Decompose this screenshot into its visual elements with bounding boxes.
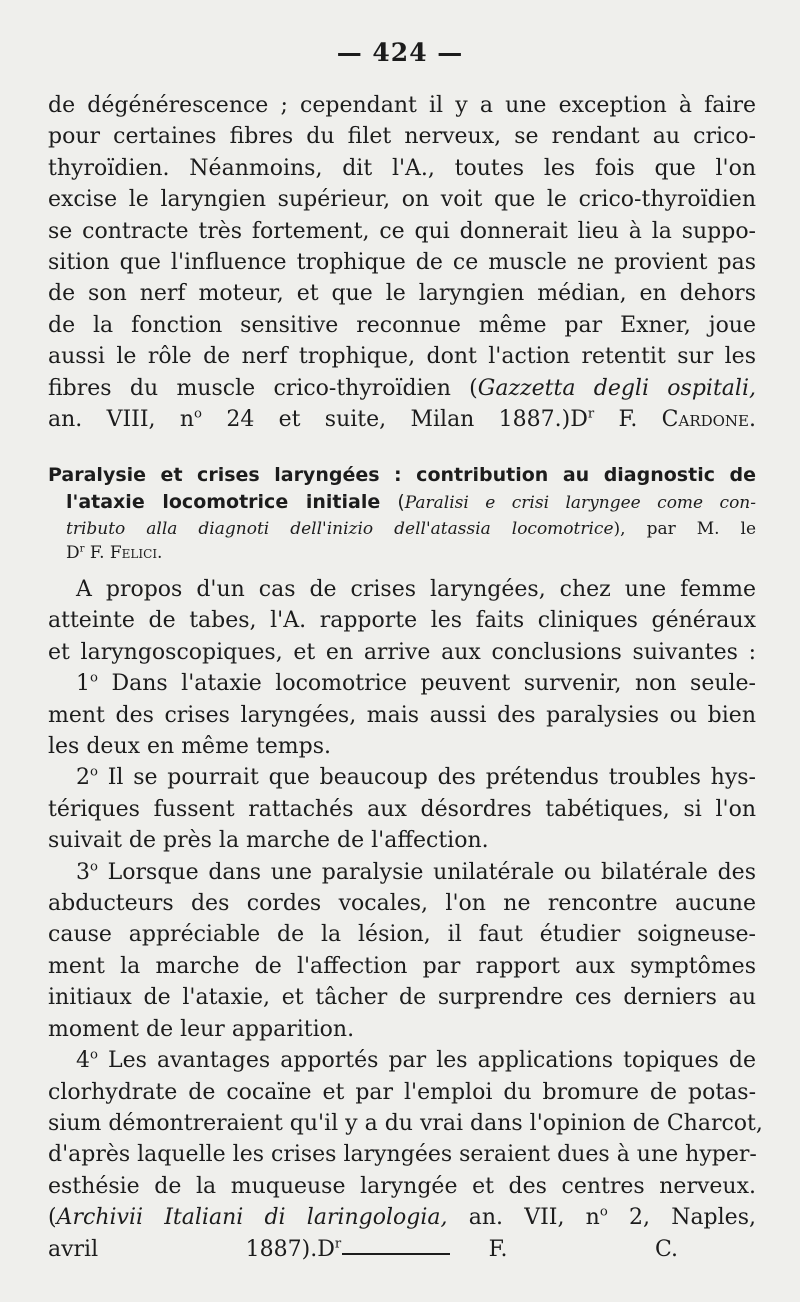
text-line: de son nerf moteur, et que le laryngien médian, en dehors <box>48 281 756 307</box>
text-line: sition que l'influence trophique de ce muscle ne provient pas <box>48 250 756 276</box>
citation-journal: Archivii Italiani di laringologia, <box>56 1205 448 1231</box>
text-line <box>48 668 756 699</box>
text-line: ment des crises laryngées, mais aussi des paralysies ou bien <box>48 702 756 728</box>
text-line-signature <box>48 404 756 435</box>
text-line: se contracte très fortement, ce qui donnerait lieu à la suppo- <box>48 218 756 244</box>
text-line: de dégénérescence ; cependant il y a une exception à faire <box>48 93 756 118</box>
text-run: Les avantages apportés par les applications topiques de <box>97 1048 756 1074</box>
text-line: atteinte de tabes, l'A. rapporte les faits cliniques généraux <box>48 608 756 634</box>
section-divider <box>342 1253 450 1255</box>
article-original-title-line <box>48 517 756 541</box>
superscript: r <box>587 406 595 422</box>
text-line: A propos d'un cas de crises laryngées, chez une femme <box>76 577 756 602</box>
citation-journal: Gazzetta degli ospitali, <box>477 375 756 401</box>
article-author-line <box>48 541 756 565</box>
text-line: sium démontreraient qu'il y a du vrai dans l'opinion de Charcot, <box>48 1110 763 1136</box>
numbered-marker: 3 <box>76 859 90 885</box>
text-line: pour certaines fibres du filet nerveux, se rendant au crico- <box>48 124 756 150</box>
text-line: et laryngoscopiques, et en arrive aux conclusions suivantes : <box>48 639 756 665</box>
text-line: cause appréciable de la lésion, il faut étudier soigneuse- <box>48 922 756 948</box>
text-line: ment la marche de l'affection par rapport aux symptômes <box>48 953 756 979</box>
text-line <box>48 1202 756 1233</box>
article-title-line <box>48 489 756 517</box>
citation-ref: avril 1887). <box>48 1236 318 1262</box>
article-title-line: Paralysie et crises laryngées : contribution au diagnostic de <box>48 464 756 486</box>
article-attribution: ), par M. le <box>613 519 757 539</box>
signature-text: D <box>570 407 588 433</box>
text-run: Dans l'ataxie locomotrice peuvent survenir, non seule- <box>97 671 756 697</box>
text-line: aussi le rôle de nerf trophique, dont l'action retentit sur les <box>48 344 756 370</box>
signature-text: F. Cardone. <box>594 407 757 433</box>
text-line <box>48 1045 756 1076</box>
superscript: o <box>90 670 98 686</box>
text-line: thyroïdien. Néanmoins, dit l'A., toutes les fois que l'on <box>48 155 756 181</box>
signature-text: D <box>317 1236 335 1262</box>
text-line: clorhydrate de cocaïne et par l'emploi du bromure de potas- <box>48 1079 756 1105</box>
article-body <box>48 574 763 1265</box>
text-line: moment de leur apparition. <box>48 1016 355 1042</box>
text-line-signature <box>48 1234 756 1265</box>
text-run: fibres du muscle crico-thyroïdien ( <box>48 375 478 401</box>
author-text: D <box>66 543 80 563</box>
text-run: Lorsque dans une paralysie unilatérale ou bilatérale des <box>97 859 756 885</box>
article-original-title: tributo alla diagnoti dell'inizio dell'atassia locomotrice <box>66 519 614 539</box>
punctuation: ( <box>380 491 405 513</box>
text-line <box>48 373 756 404</box>
text-line <box>48 857 756 888</box>
text-line <box>48 762 756 793</box>
punctuation: ( <box>48 1205 57 1231</box>
text-run: Il se pourrait que beaucoup des prétendus troubles hys- <box>97 765 756 791</box>
article-original-title: Paralisi e crisi laryngee come con- <box>404 493 757 513</box>
article-heading <box>48 462 756 565</box>
text-line: de la fonction sensitive reconnue même par Exner, joue <box>48 312 756 338</box>
superscript: o <box>90 1047 98 1063</box>
citation-ref: an. VIII, n <box>48 407 195 433</box>
text-line: les deux en même temps. <box>48 734 332 760</box>
citation-ref: 24 et suite, Milan 1887.) <box>202 407 571 433</box>
article-title-text: l'ataxie locomotrice initiale <box>66 491 381 513</box>
citation-ref: 2, Naples, <box>607 1205 756 1231</box>
superscript: o <box>90 859 98 875</box>
text-line: abducteurs des cordes vocales, l'on ne rencontre aucune <box>48 891 756 917</box>
citation-ref: an. VII, n <box>447 1205 600 1231</box>
continuation-paragraph <box>48 90 756 435</box>
superscript: r <box>79 543 85 555</box>
numbered-marker: 1 <box>76 671 90 697</box>
signature-text: F. C. <box>341 1236 678 1262</box>
text-line: suivait de près la marche de l'affection. <box>48 828 489 854</box>
author-text: F. Felici. <box>84 543 163 563</box>
text-line: excise le laryngien supérieur, on voit que le crico-thyroïdien <box>48 187 756 213</box>
author-signature <box>317 1237 678 1262</box>
superscript: o <box>194 406 202 422</box>
numbered-marker: 4 <box>76 1048 90 1074</box>
superscript: o <box>599 1204 608 1220</box>
page-number: — 424 — <box>336 38 464 67</box>
text-line: d'après laquelle les crises laryngées seraient dues à une hyper- <box>48 1142 757 1168</box>
text-line: tériques fussent rattachés aux désordres tabétiques, si l'on <box>48 796 756 822</box>
superscript: r <box>334 1236 342 1252</box>
author-signature <box>570 407 756 432</box>
superscript: o <box>90 765 98 781</box>
text-line: initiaux de l'ataxie, et tâcher de surprendre ces derniers au <box>48 985 756 1011</box>
numbered-marker: 2 <box>76 765 90 791</box>
text-line: esthésie de la muqueuse laryngée et des centres nerveux. <box>48 1173 756 1199</box>
